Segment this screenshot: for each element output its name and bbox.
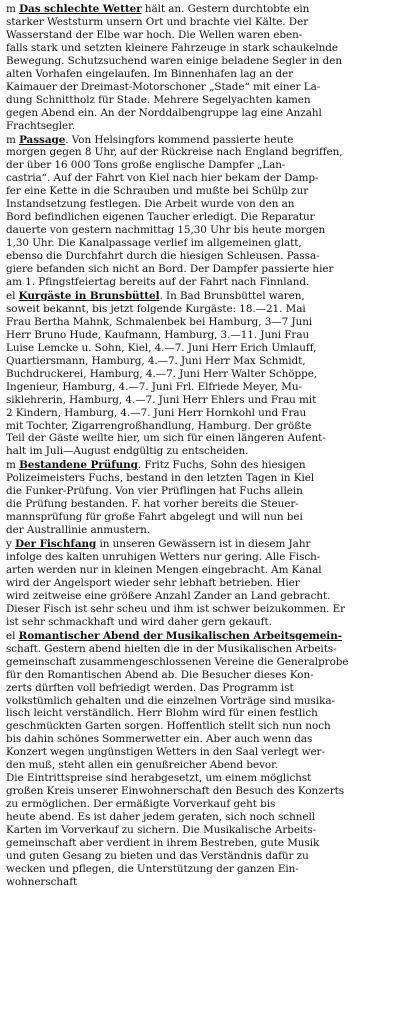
article-prefix: m (6, 133, 20, 146)
article-line: der Australlinie anmustern. (6, 524, 151, 537)
article-line: wohnerschaft (6, 875, 78, 888)
article-line: Quartiersmann, Hamburg, 4.—7. Juni Herr Max Schmidt, (6, 354, 306, 367)
article-line: Bord befindlichen eigenen Taucher erledigt. Die Reparatur (6, 211, 315, 224)
article-line: morgen gegen 8 Uhr, auf der Rückreise nach England begriffen, (6, 146, 343, 159)
article-line: . Von Helsingfors kommend passierte heute (65, 133, 294, 146)
article-first-line (6, 538, 394, 551)
article-line: ist sehr schmackhaft und wird daher gern gekauft. (6, 615, 272, 628)
article-line: starker Weststurm unsern Ort und brachte viel Kälte. Der (6, 15, 309, 28)
article-line: fer eine Kette in die Schrauben und mußte bei Schülp zur (6, 185, 309, 198)
article-passage (6, 134, 394, 289)
article-fischfang (6, 538, 394, 629)
article-line: 1,30 Uhr. Die Kanalpassage verlief im allgemeinen glatt, (6, 237, 302, 250)
article-line: heute abend. Es ist daher jedem geraten, sich noch schnell (6, 811, 315, 824)
article-line: in unseren Gewässern ist in diesem Jahr (96, 538, 311, 551)
article-line: zu ermöglichen. Der ermäßigte Vorverkauf geht bis (6, 798, 276, 811)
article-line: Dieser Fisch ist sehr scheu und ihm ist schwer beizukommen. Er (6, 602, 346, 615)
article-line: großen Kreis unserer Einwohnerschaft den Besuch des Konzerts (6, 785, 345, 798)
article-kurgaeste (6, 290, 394, 458)
article-prefix: y (6, 538, 16, 551)
article-line: geschmückten Garten sorgen. Hoffentlich stellt sich nun noch (6, 720, 331, 733)
article-first-line (6, 459, 394, 472)
article-line: Ingenieur, Hamburg, 4.—7. Juni Frl. Elfriede Meyer, Mu- (6, 380, 302, 393)
article-line: soweit bekannt, bis jetzt folgende Kurgäste: 18.—21. Mai (6, 302, 306, 315)
article-line: mannsprüfung für große Fahrt abgelegt und will nun bei (6, 511, 303, 524)
article-line: Karten im Vorverkauf zu sichern. Die Musikalische Arbeits- (6, 824, 317, 837)
article-prefix: el (6, 629, 19, 642)
article-line: Wasserstand der Elbe war hoch. Die Wellen waren eben- (6, 28, 303, 41)
article-line: hält an. Gestern durchtobte ein (141, 3, 310, 15)
article-headline: Passage (19, 133, 66, 146)
article-line: 2 Kindern, Hamburg, 4.—7. Juni Herr Hornkohl und Frau (6, 406, 307, 419)
article-headline: Bestandene Prüfung (19, 459, 138, 472)
article-first-line (6, 134, 394, 147)
article-pruefung (6, 459, 394, 537)
article-line: dauerte von gestern nachmittag 15,30 Uhr bis heute morgen (6, 224, 326, 237)
article-wetter (6, 3, 394, 133)
article-line: giere befanden sich nicht an Bord. Der Dampfer passierte hier (6, 263, 334, 276)
article-line: Die Eintrittspreise sind herabgesetzt, um einem möglichst (6, 772, 312, 785)
article-line: Frau Bertha Mahnk, Schmalenbek bei Hamburg, 3—7 Juni (6, 315, 313, 328)
article-line: castria“. Auf der Fahrt von Kiel nach hier bekam der Damp- (6, 172, 319, 185)
article-line: lisch leicht verständlich. Herr Blohm wird für einen festlich (6, 707, 318, 720)
article-line: gemeinschaft zusammengeschlossenen Vereine die Generalprobe (6, 655, 349, 668)
article-first-line (6, 290, 394, 303)
article-line: arten werden nur in kleinen Mengen eingebracht. Am Kanal (6, 563, 322, 576)
article-line: wird zeitweise eine größere Anzahl Zander an Land gebracht. (6, 589, 331, 602)
article-line: zerts dürften voll befriedigt werden. Das Programm ist (6, 681, 294, 694)
article-line: Polizeimeisters Fuchs, bestand in den letzten Tagen in Kiel (6, 472, 315, 485)
article-line: Buchdruckerei, Hamburg, 4.—7. Juni Herr Walter Schöppe, (6, 367, 318, 380)
article-line: volkstümlich gehalten und die einzelnen Vorträge sind musika- (6, 694, 335, 707)
article-line: Bewegung. Schutzsuchend waren einige beladene Segler in den (6, 54, 342, 67)
article-first-line (6, 3, 394, 16)
article-line: ebenso die Durchfahrt durch die hiesigen Schleusen. Passa- (6, 250, 320, 263)
article-line: Instandsetzung festlegen. Die Arbeit wurde von den an (6, 198, 295, 211)
article-line: wird der Angelsport wieder sehr lebhaft betrieben. Hier (6, 576, 300, 589)
article-line: und guten Gesang zu bieten und das Verständnis dafür zu (6, 849, 309, 862)
article-line: gegen Abend ein. An der Norddalbengruppe lag eine Anzahl (6, 106, 322, 119)
article-prefix: m (6, 459, 20, 472)
article-line: für den Romantischen Abend ab. Die Besucher dieses Kon- (6, 668, 314, 681)
article-headline: Das schlechte Wetter (19, 3, 142, 15)
article-line: falls stark und setzten kleinere Fahrzeuge in stark schaukelnde (6, 41, 338, 54)
article-first-line (6, 630, 394, 643)
article-musik (6, 630, 394, 889)
article-line: alten Vorhafen eingelaufen. Im Binnenhafen lag an der (6, 67, 294, 80)
article-line: Kaimauer der Dreimast-Motorschoner „Stade“ mit einer La- (6, 80, 321, 93)
article-line: infolge des kalten unruhigen Wetters nur gering. Alle Fisch- (6, 551, 321, 564)
article-line: halt im Juli—August endgültig zu entscheiden. (6, 445, 249, 458)
article-line: der über 16 000 Tons große englische Dampfer „Lan- (6, 159, 286, 172)
article-line: mit Tochter, Zigarrengroßhandlung, Hamburg. Der größte (6, 419, 312, 432)
article-prefix: el (6, 289, 19, 302)
article-line: siklehrerin, Hamburg, 4.—7. Juni Herr Ehlers und Frau mit (6, 393, 317, 406)
article-line: Herr Bruno Hude, Kaufmann, Hamburg, 3.—11. Juni Frau (6, 328, 310, 341)
article-line: die Prüfung bestanden. F. hat vorher bereits die Steuer- (6, 498, 299, 511)
article-line: den muß, steht allen ein genußreicher Abend bevor. (6, 759, 279, 772)
article-headline: Der Fischfang (15, 538, 97, 551)
article-line: wecken und pflegen, die Unterstützung der ganzen Ein- (6, 862, 299, 875)
article-line: Frachtsegler. (6, 119, 76, 132)
article-line: am 1. Pfingstfeiertag bereits auf der Fahrt nach Finnland. (6, 276, 310, 289)
article-line: Luise Lemcke u. Sohn, Kiel, 4.—7. Juni Herr Erich Umlauff, (6, 341, 317, 354)
article-line: die Funker-Prüfung. Von vier Prüflingen hat Fuchs allein (6, 485, 303, 498)
article-line: schaft. Gestern abend hielten die in der Musikalischen Arbeits- (6, 642, 337, 655)
article-line: Teil der Gäste weilte hier, um sich für einen längeren Aufent- (6, 432, 326, 445)
article-line: . In Bad Brunsbüttel waren, (159, 289, 305, 302)
article-headline: Kurgäste in Brunsbüttel (18, 289, 160, 302)
article-prefix: m (6, 3, 20, 15)
article-line: . Fritz Fuchs, Sohn des hiesigen (137, 459, 306, 472)
article-line: Konzert wegen ungünstigen Wetters in den Saal verlegt wer- (6, 746, 325, 759)
article-headline: Romantischer Abend der Musikalischen Arbeitsgemein- (18, 629, 342, 642)
article-line: dung Schnittholz für Stade. Mehrere Segelyachten kamen (6, 93, 311, 106)
article-line: gemeinschaft aber verdient in ihrem Bestreben, gute Musik (6, 837, 320, 849)
article-line: bis dahin schönes Sommerwetter ein. Aber auch wenn das (6, 733, 313, 746)
